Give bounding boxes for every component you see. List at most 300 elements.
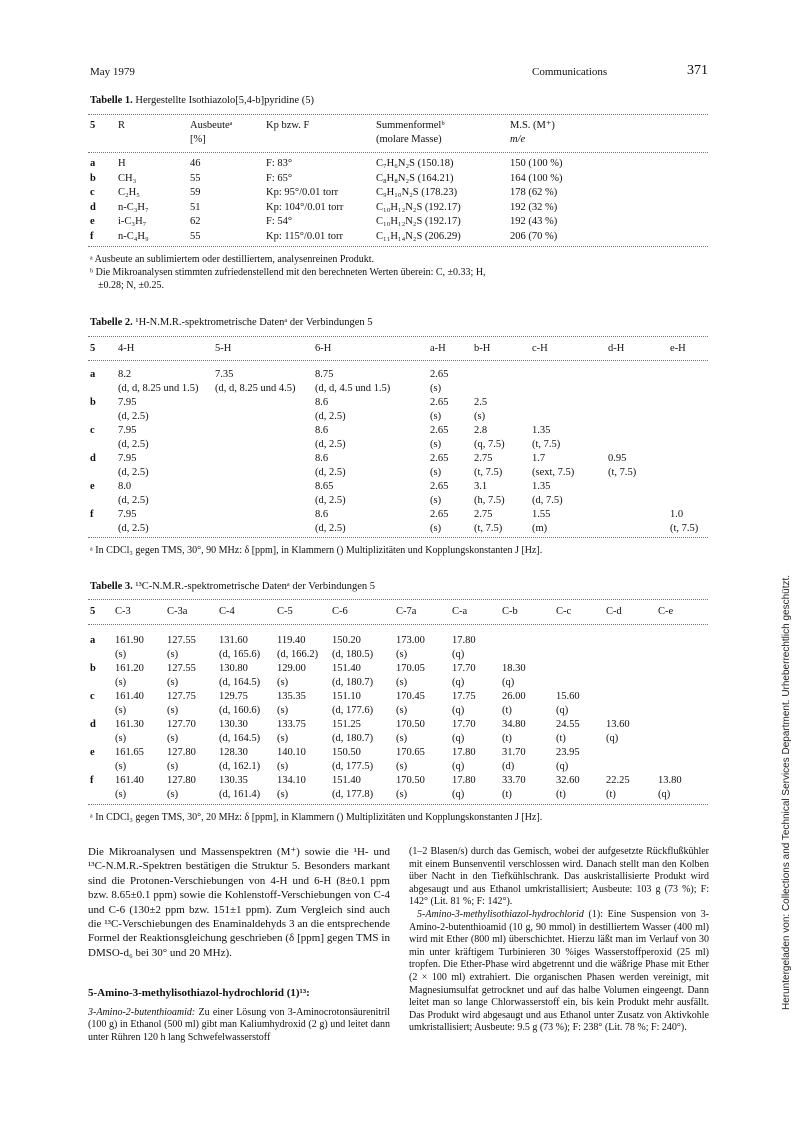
table-cell: (s) [167, 649, 179, 660]
table-cell: (q) [502, 677, 515, 688]
column-header: C-3a [167, 606, 188, 617]
table-cell: (t) [502, 733, 512, 744]
table-cell: (s) [115, 761, 127, 772]
table-cell: (d, 2.5) [315, 467, 346, 478]
table1-footnotes [90, 253, 700, 292]
column-header [90, 133, 118, 147]
row-label: e [90, 481, 95, 492]
table-cell: (d, 2.5) [118, 495, 149, 506]
table3-bottom-rule [88, 804, 708, 805]
table-cell [606, 662, 658, 676]
table1-top-rule [88, 114, 708, 115]
table3-top-rule [88, 599, 708, 600]
table-cell: 151.40 [332, 663, 361, 674]
table-cell: (d, d, 4.5 und 1.5) [315, 383, 391, 394]
table-cell: 8.6 [315, 397, 329, 408]
table-cell: (d, d, 8.25 und 1.5) [118, 383, 199, 394]
row-label [90, 760, 115, 774]
table-cell: 129.75 [219, 691, 248, 702]
table-cell [658, 718, 698, 732]
table-cell: (s) [430, 467, 442, 478]
table-cell: 1.55 [532, 509, 551, 520]
column-header [118, 133, 190, 147]
table-cell: 13.80 [658, 775, 682, 786]
table-cell: 173.00 [396, 635, 425, 646]
table-cell: (s) [277, 733, 289, 744]
table-cell [658, 704, 698, 718]
table-cell: 2.5 [474, 397, 488, 408]
table-cell: (d, 180.5) [332, 649, 374, 660]
row-label [90, 382, 118, 396]
table-cell: (d, 2.5) [118, 411, 149, 422]
table-cell: (q) [556, 705, 569, 716]
table-cell: 2.65 [430, 369, 449, 380]
table-cell: (s) [167, 789, 179, 800]
table-cell [670, 410, 710, 424]
table-cell: (q) [452, 649, 465, 660]
table2-label: Tabelle 2. [90, 317, 133, 328]
table-cell: 3.1 [474, 481, 488, 492]
table-cell: 7.95 [118, 397, 137, 408]
table-cell: 62 [190, 216, 201, 227]
table3-header [90, 605, 710, 619]
column-header: C-a [452, 606, 468, 617]
table-cell [670, 466, 710, 480]
column-header: 5 [90, 120, 96, 131]
header-section: Communications [532, 66, 608, 78]
table-cell [670, 494, 710, 508]
table-cell: (d, 2.5) [315, 495, 346, 506]
column-header: c-H [532, 343, 548, 354]
table-cell: 151.25 [332, 719, 361, 730]
table-cell: 17.70 [452, 719, 476, 730]
table-cell: (d, 2.5) [315, 411, 346, 422]
table-cell [556, 662, 606, 676]
table-cell [474, 368, 532, 382]
table-cell: (s) [396, 761, 408, 772]
table-cell: (s) [277, 705, 289, 716]
table-cell: 161.65 [115, 747, 144, 758]
table-cell [608, 438, 670, 452]
table-cell [670, 368, 710, 382]
table-cell [658, 746, 698, 760]
header-date: May 1979 [90, 66, 135, 78]
table-cell: 164 (100 %) [510, 172, 563, 184]
row-label: a [90, 635, 96, 646]
table-cell: 2.75 [474, 453, 493, 464]
table-cell: n-C₄H₉ [118, 230, 149, 242]
table-cell: C₂H₅ [118, 187, 140, 198]
row-label: a [90, 158, 96, 169]
table-cell: 131.60 [219, 635, 248, 646]
procedure-text: Zu einer Lösung von 3-Aminocrotonsäurenitril (100 g) in Ethanol (500 ml) gibt man Kaliumhydroxid (2 g) und leitet dann unter Rühren 120 h lang Schwefelwasserstoff [88, 1006, 390, 1043]
row-label [90, 648, 115, 662]
column-header: 5-H [215, 343, 232, 354]
table-cell: (d, 177.5) [332, 761, 374, 772]
column-header: C-3 [115, 606, 131, 617]
table-cell [608, 424, 670, 438]
table-cell [608, 522, 670, 536]
table-cell: (t) [556, 789, 566, 800]
column-header: 6-H [315, 343, 332, 354]
table-cell: 2.75 [474, 509, 493, 520]
table-cell [658, 676, 698, 690]
table-cell [608, 382, 670, 396]
table-cell: (s) [115, 705, 127, 716]
table-cell: (d, 164.5) [219, 677, 261, 688]
table-cell: 18.30 [502, 663, 526, 674]
table-cell: 31.70 [502, 747, 526, 758]
section-heading: 5-Amino-3-methylisothiazol-hydrochlorid (1)¹³: [88, 987, 310, 1000]
table-cell: F: 54° [266, 216, 293, 227]
table1-header-rule [88, 152, 708, 153]
row-label: f [90, 775, 94, 786]
table-cell: (d, 164.5) [219, 733, 261, 744]
table-cell: n-C₃H₇ [118, 201, 149, 213]
table-cell: (q) [452, 677, 465, 688]
table-cell [608, 480, 670, 494]
table-cell [532, 382, 608, 396]
table3-footnote: ᵃ In CDCl₃ gegen TMS, 30°, 20 MHz: δ [ppm], in Klammern () Multiplizitäten und Kopplungskonstanten J [Hz]. [90, 812, 543, 823]
table-cell [215, 452, 315, 466]
table-cell: (t) [502, 705, 512, 716]
table-cell: (s) [430, 439, 442, 450]
table-cell: 51 [190, 201, 201, 213]
table-cell: 34.80 [502, 719, 526, 730]
table-cell: (d, 180.7) [332, 677, 374, 688]
row-label [90, 494, 118, 508]
table-cell [670, 480, 710, 494]
table-cell: 1.35 [532, 425, 551, 436]
table2-bottom-rule [88, 537, 708, 538]
table-cell: (t) [502, 789, 512, 800]
table-cell [532, 396, 608, 410]
row-label: c [90, 425, 95, 436]
table-cell: 1.35 [532, 481, 551, 492]
procedure-continued: (1–2 Blasen/s) durch das Gemisch, wobei der aufgesetzte Rückflußkühler mit einem Bunsenventil verschlossen wird. Danach stellt man den Kolben über Nacht in den Tiefkühlschrank. Das auskristallisierte Produkt wird abgesaugt und aus Ethanol umkristallisiert; Ausbeute: 103 g (73 %); F: 142° (Lit. 81 %; F: 142°). [409, 846, 709, 908]
table-cell: (s) [115, 789, 127, 800]
table-cell: (q) [658, 789, 671, 800]
table-cell [606, 648, 658, 662]
table-cell [556, 676, 606, 690]
table-cell: 130.80 [219, 663, 248, 674]
table-cell: (s) [396, 649, 408, 660]
row-label: e [90, 216, 95, 227]
table-cell: 17.80 [452, 747, 476, 758]
table-cell: 161.20 [115, 663, 144, 674]
table-cell: 13.60 [606, 719, 630, 730]
table-cell: 170.50 [396, 775, 425, 786]
table-cell [606, 760, 658, 774]
table-cell [606, 676, 658, 690]
table-cell [556, 634, 606, 648]
download-notice: Heruntergeladen von: Collections and Technical Services Department. Urheberrechtlich geschützt. [781, 574, 792, 1010]
table-cell: 161.40 [115, 691, 144, 702]
table-cell: 150.20 [332, 635, 361, 646]
table-cell: F: 83° [266, 158, 293, 169]
right-column [409, 846, 709, 1035]
table-cell: (q) [606, 733, 619, 744]
table-cell: 33.70 [502, 775, 526, 786]
table-cell [215, 522, 315, 536]
table-cell: (s) [115, 649, 127, 660]
row-label [90, 732, 115, 746]
table-cell: 8.6 [315, 425, 329, 436]
table1-bottom-rule [88, 246, 708, 247]
table1-header [90, 119, 710, 147]
table-cell [658, 662, 698, 676]
table-cell: (h, 7.5) [474, 495, 505, 506]
table-cell: (q) [556, 761, 569, 772]
table2-body [90, 368, 710, 536]
table-cell: (d, 180.7) [332, 733, 374, 744]
table-cell: 2.65 [430, 425, 449, 436]
table-cell: (s) [277, 761, 289, 772]
table-cell: 192 (32 %) [510, 201, 558, 213]
table-cell: (d, 2.5) [118, 467, 149, 478]
table-cell: 23.95 [556, 747, 580, 758]
row-label: a [90, 369, 96, 380]
table-cell: 2.65 [430, 397, 449, 408]
table-cell: (s) [474, 411, 486, 422]
row-label [90, 522, 118, 536]
table-cell: 2.8 [474, 425, 488, 436]
table-cell: (t) [606, 789, 616, 800]
column-header: a-H [430, 343, 446, 354]
table-cell [532, 410, 608, 424]
table-cell: 46 [190, 158, 201, 169]
table-cell [606, 690, 658, 704]
table-cell: 7.95 [118, 425, 137, 436]
table-cell [556, 648, 606, 662]
table-cell: (q) [452, 733, 465, 744]
table3-title [90, 581, 375, 592]
table-cell: Kp: 104°/0.01 torr [266, 201, 344, 213]
table-cell [215, 466, 315, 480]
row-label: f [90, 230, 94, 242]
table-cell [606, 634, 658, 648]
column-header: m/e [510, 134, 526, 145]
table-cell: (d, 177.8) [332, 789, 374, 800]
column-header: (molare Masse) [376, 134, 442, 145]
table-cell: C₁₀H₁₂N₂S (192.17) [376, 216, 461, 227]
table-cell: 127.70 [167, 719, 196, 730]
table-cell: 192 (43 %) [510, 216, 558, 227]
table-cell: 8.75 [315, 369, 334, 380]
table-cell: (s) [115, 677, 127, 688]
table-cell [608, 494, 670, 508]
table-cell: 161.90 [115, 635, 144, 646]
table-cell [606, 704, 658, 718]
column-header: C-c [556, 606, 572, 617]
column-header: R [118, 120, 126, 131]
table-cell: F: 65° [266, 172, 293, 184]
table-cell: 140.10 [277, 747, 306, 758]
table-cell: (q, 7.5) [474, 439, 505, 450]
column-header: e-H [670, 343, 686, 354]
column-header: b-H [474, 343, 491, 354]
column-header [266, 133, 376, 147]
table-cell: (s) [430, 383, 442, 394]
table-cell: (q) [452, 789, 465, 800]
column-header: 5 [90, 343, 96, 354]
table-cell: 130.30 [219, 719, 248, 730]
table-cell: (s) [277, 677, 289, 688]
table-cell: (s) [115, 733, 127, 744]
table-cell: (d, 2.5) [315, 523, 346, 534]
table-cell: 17.75 [452, 691, 476, 702]
table-cell [670, 452, 710, 466]
table-cell [658, 648, 698, 662]
table-cell: 55 [190, 172, 201, 184]
table-cell: 1.7 [532, 453, 546, 464]
table-cell: (d, 2.5) [118, 439, 149, 450]
table-cell: (s) [167, 761, 179, 772]
table-cell: C₉H₁₀N₂S (178.23) [376, 187, 458, 198]
table-cell: 130.35 [219, 775, 248, 786]
table-cell: (m) [532, 523, 548, 534]
table-cell: (s) [396, 705, 408, 716]
table-cell: C₁₀H₁₂N₂S (192.17) [376, 201, 461, 213]
table-cell: (t, 7.5) [532, 439, 561, 450]
table-cell [215, 410, 315, 424]
table-cell [608, 410, 670, 424]
table-cell: 150 (100 %) [510, 158, 563, 169]
table-cell: 17.80 [452, 635, 476, 646]
row-label: f [90, 509, 94, 520]
table-cell: (d, 177.6) [332, 705, 374, 716]
table-cell [215, 424, 315, 438]
column-header: C-d [606, 606, 622, 617]
table-cell: 55 [190, 230, 201, 242]
left-column [88, 845, 390, 1044]
table-cell: (q) [452, 705, 465, 716]
table-cell: (t, 7.5) [670, 523, 699, 534]
table-cell [215, 508, 315, 522]
table-cell: 2.65 [430, 509, 449, 520]
column-header: C-7a [396, 606, 417, 617]
table-cell: (d, 2.5) [118, 523, 149, 534]
table-cell: CH₃ [118, 172, 137, 184]
table-cell [658, 634, 698, 648]
table-cell: 135.35 [277, 691, 306, 702]
table-cell [502, 648, 556, 662]
table-cell: (s) [396, 733, 408, 744]
table-cell: (d, 160.6) [219, 705, 261, 716]
table-cell: 151.40 [332, 775, 361, 786]
table-cell: (t, 7.5) [608, 467, 637, 478]
table-cell: i-C₃H₇ [118, 216, 147, 227]
table-cell: 127.80 [167, 747, 196, 758]
table-cell: (t, 7.5) [474, 467, 503, 478]
column-header: Kp bzw. F [266, 120, 310, 131]
table-cell [532, 368, 608, 382]
table-cell: (s) [430, 411, 442, 422]
table-cell: Kp: 115°/0.01 torr [266, 230, 344, 242]
row-label [90, 438, 118, 452]
table-cell: (s) [396, 677, 408, 688]
table-cell: 59 [190, 187, 201, 198]
table-cell: (d, d, 8.25 und 4.5) [215, 383, 296, 394]
table-cell [658, 732, 698, 746]
table-cell [215, 438, 315, 452]
hydrochloride-paragraph [409, 909, 709, 1035]
table-cell: 127.80 [167, 775, 196, 786]
table-cell: 150.50 [332, 747, 361, 758]
table-cell: (d) [502, 761, 515, 772]
table-cell: 8.6 [315, 453, 329, 464]
table1-title [90, 95, 314, 106]
table-cell: 22.25 [606, 775, 630, 786]
column-header: [%] [190, 134, 206, 145]
table2-footnote: ᵃ In CDCl₃ gegen TMS, 30°, 90 MHz: δ [ppm], in Klammern () Multiplizitäten und Kopplungskonstanten J [Hz]. [90, 545, 543, 556]
table-cell: 206 (70 %) [510, 230, 558, 242]
table-cell [502, 634, 556, 648]
table-cell: (d, 166.2) [277, 649, 319, 660]
table-cell [606, 746, 658, 760]
table-cell: 7.95 [118, 509, 137, 520]
row-label: b [90, 172, 96, 184]
table-cell: 170.45 [396, 691, 425, 702]
table-cell [608, 368, 670, 382]
column-header: C-4 [219, 606, 235, 617]
column-header: Summenformelᵇ [376, 120, 445, 131]
table-cell: (d, 2.5) [315, 439, 346, 450]
table-cell: (s) [167, 705, 179, 716]
table-cell: 178 (62 %) [510, 187, 558, 198]
table-cell: 127.55 [167, 663, 196, 674]
table-cell [658, 690, 698, 704]
table-cell: 128.30 [219, 747, 248, 758]
table-cell: 7.35 [215, 369, 234, 380]
row-label: b [90, 397, 96, 408]
table-cell: 170.05 [396, 663, 425, 674]
table-cell: 7.95 [118, 453, 137, 464]
table-cell: (sext, 7.5) [532, 467, 575, 478]
table-cell: 170.65 [396, 747, 425, 758]
table-cell: 170.50 [396, 719, 425, 730]
table-cell [215, 396, 315, 410]
table-cell [608, 396, 670, 410]
table-cell [670, 424, 710, 438]
table2-caption: ¹H-N.M.R.-spektrometrische Datenᵃ der Verbindungen 5 [135, 317, 373, 328]
table3-header-rule [88, 624, 708, 625]
table-cell: 151.10 [332, 691, 361, 702]
table-cell: 119.40 [277, 635, 306, 646]
table-cell: 15.60 [556, 691, 580, 702]
procedure-paragraph [88, 1007, 390, 1045]
table-cell: (q) [452, 761, 465, 772]
row-label: e [90, 747, 95, 758]
table-cell: (d, 162.1) [219, 761, 261, 772]
column-header: 5 [90, 606, 96, 617]
table-cell: (d, 7.5) [532, 495, 563, 506]
column-header: Ausbeuteᵃ [190, 120, 233, 131]
table-cell: 2.65 [430, 481, 449, 492]
column-header: C-6 [332, 606, 348, 617]
table1-caption: Hergestellte Isothiazolo[5,4-b]pyridine (5) [135, 95, 314, 106]
row-label: d [90, 453, 96, 464]
table-cell [215, 480, 315, 494]
table-cell: (s) [167, 677, 179, 688]
row-label [90, 466, 118, 480]
table1-body [90, 157, 710, 244]
column-header: C-e [658, 606, 674, 617]
row-label [90, 410, 118, 424]
table-cell [670, 438, 710, 452]
table-cell: C₈H₈N₂S (164.21) [376, 172, 454, 184]
row-label: d [90, 201, 96, 213]
